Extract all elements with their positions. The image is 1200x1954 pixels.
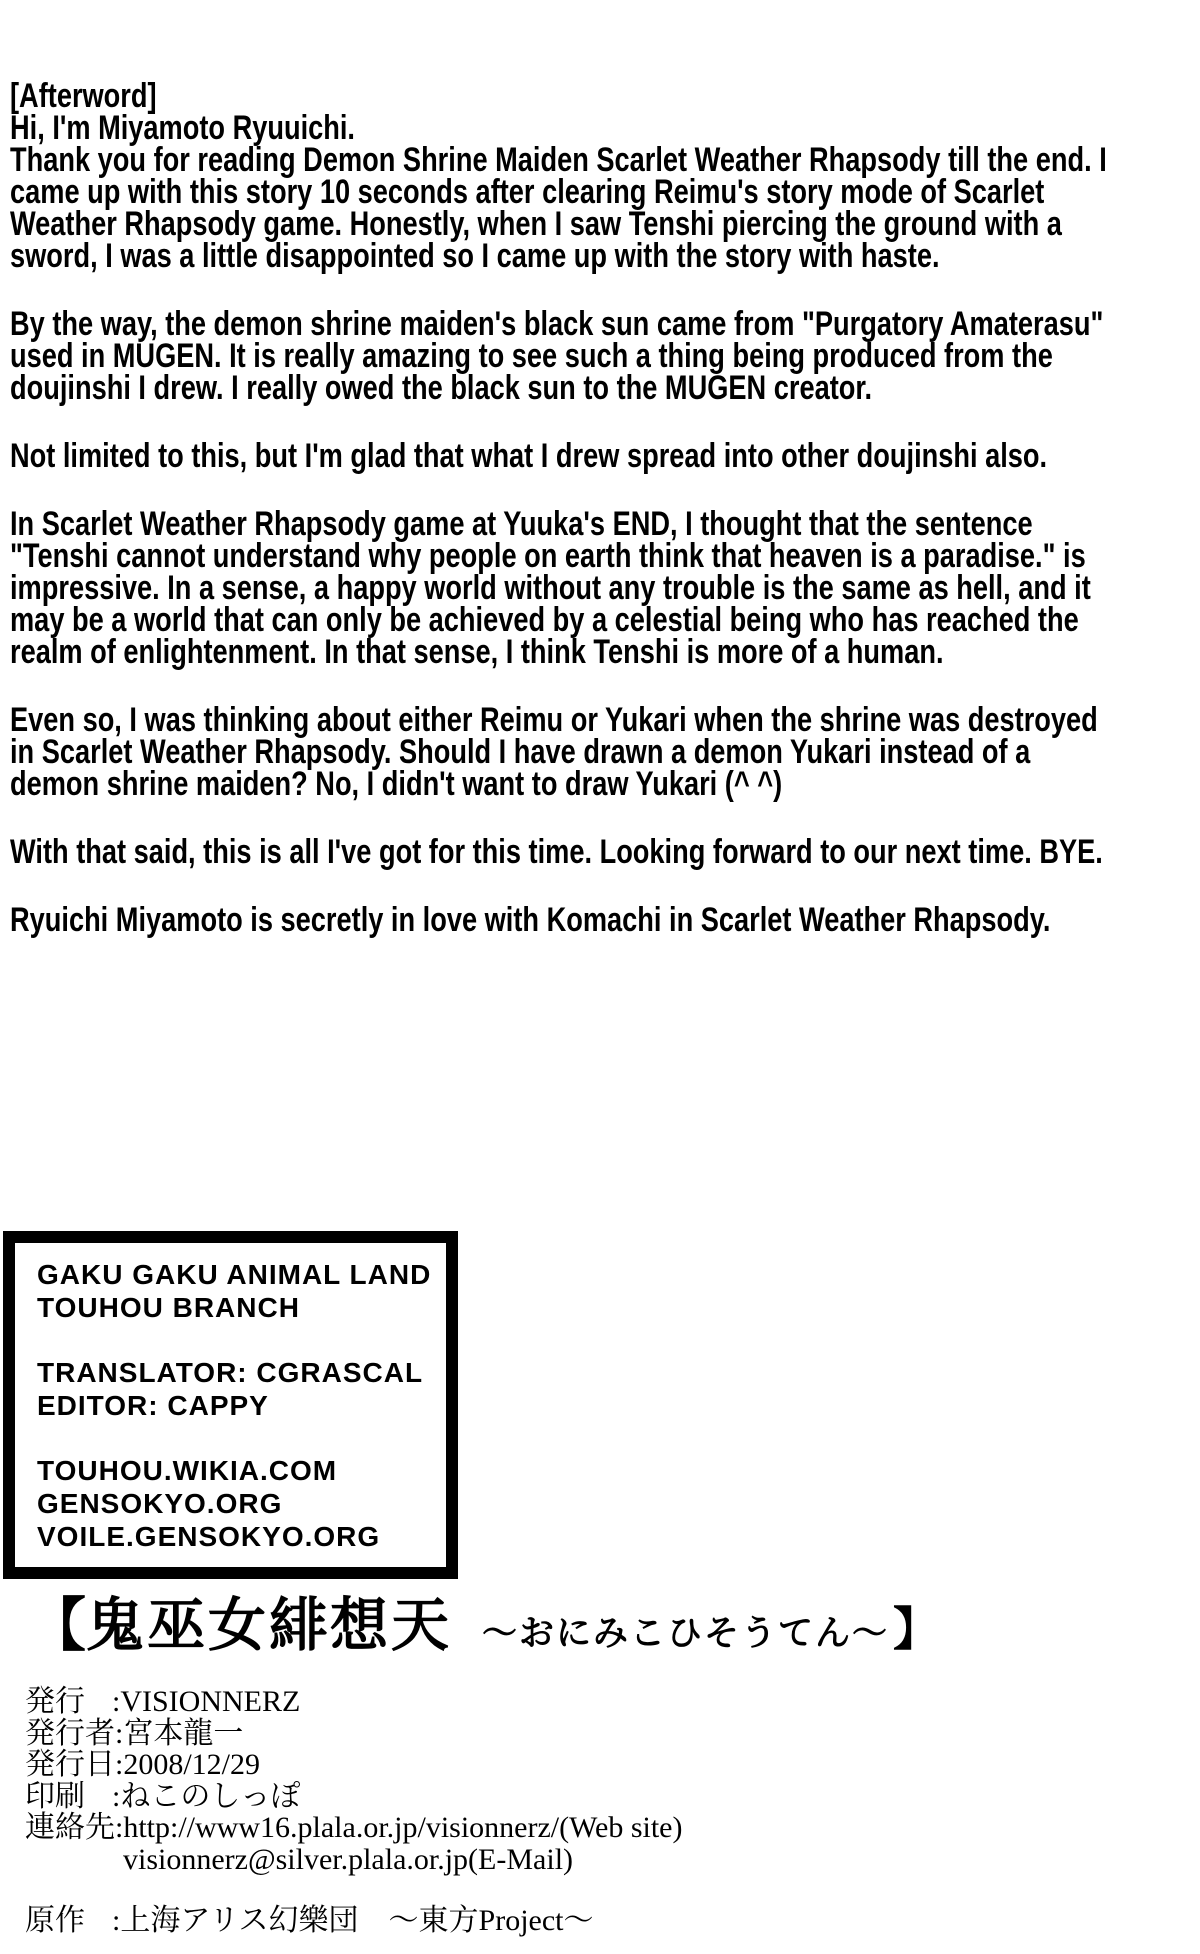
afterword-line: realm of enlightenment. In that sense, I think Tenshi is more of a human. <box>10 633 944 671</box>
afterword-line: Weather Rhapsody game. Honestly, when I saw Tenshi piercing the ground with a <box>10 205 1062 243</box>
publication-row <box>25 1812 683 1844</box>
publication-label: 発行者 <box>25 1716 115 1750</box>
afterword-paragraph <box>10 833 1194 871</box>
publication-colon: : <box>112 1779 121 1813</box>
publication-row <box>25 1686 683 1718</box>
credit-box-group <box>37 1454 438 1553</box>
publication-colon: : <box>112 1685 121 1718</box>
afterword-line: used in MUGEN. It is really amazing to see such a thing being produced from the <box>10 337 1053 375</box>
afterword-line: In Scarlet Weather Rhapsody game at Yuuka's END, I thought that the sentence <box>10 505 1033 543</box>
afterword-line: in Scarlet Weather Rhapsody. Should I have drawn a demon Yukari instead of a <box>10 733 1031 771</box>
afterword-line: demon shrine maiden? No, I didn't want to draw Yukari (^ ^) <box>10 765 783 803</box>
afterword-line: doujinshi I drew. I really owed the black sun to the MUGEN creator. <box>10 369 873 407</box>
afterword-line: Thank you for reading Demon Shrine Maiden Scarlet Weather Rhapsody till the end. I <box>10 141 1107 179</box>
publication-colon: : <box>115 1716 124 1750</box>
afterword-line: "Tenshi cannot understand why people on earth think that heaven is a paradise." is <box>10 537 1086 575</box>
title-reading: ～おにみこひそうてん～ <box>482 1613 890 1654</box>
afterword-line: By the way, the demon shrine maiden's black sun came from "Purgatory Amaterasu" <box>10 305 1104 343</box>
afterword-line: With that said, this is all I've got for this time. Looking forward to our next time. BYE. <box>10 833 1103 871</box>
credit-box-group <box>37 1258 438 1324</box>
credit-box-line: TRANSLATOR: CGRASCAL <box>37 1357 424 1388</box>
publication-info <box>25 1686 683 1937</box>
title-open-bracket: 【 <box>28 1591 87 1659</box>
afterword-text <box>10 77 1194 939</box>
title-close-bracket: 】 <box>893 1602 940 1656</box>
publication-label: 印刷 <box>25 1779 85 1813</box>
publication-value: http://www16.plala.or.jp/visionnerz/(Web site) <box>123 1811 683 1844</box>
publication-value: visionnerz@silver.plala.or.jp(E-Mail) <box>123 1842 574 1876</box>
title-kanji: 鬼巫女緋想天 <box>86 1591 453 1659</box>
afterword-paragraph <box>10 901 1194 939</box>
credit-box-line: GENSOKYO.ORG <box>37 1488 283 1519</box>
afterword-line: Ryuichi Miyamoto is secretly in love with Komachi in Scarlet Weather Rhapsody. <box>10 901 1051 939</box>
publication-value: VISIONNERZ <box>120 1685 301 1718</box>
publication-colon: : <box>112 1904 121 1937</box>
afterword-paragraph <box>10 77 1194 275</box>
publication-colon: : <box>115 1748 124 1781</box>
afterword-line: sword, I was a little disappointed so I came up with the story with haste. <box>10 237 940 275</box>
book-title <box>28 1578 939 1662</box>
credit-box-line: GAKU GAKU ANIMAL LAND <box>37 1259 432 1290</box>
publication-row <box>25 1718 683 1750</box>
afterword-paragraph <box>10 505 1194 671</box>
publication-row <box>25 1749 683 1781</box>
credit-box-line: TOUHOU.WIKIA.COM <box>37 1455 338 1486</box>
afterword-line: impressive. In a sense, a happy world without any trouble is the same as hell, and it <box>10 569 1091 607</box>
publication-value: 上海アリス幻樂団 ～東方Project～ <box>120 1904 594 1937</box>
afterword-line: may be a world that can only be achieved by a celestial being who has reached the <box>10 601 1079 639</box>
credit-box-group <box>37 1356 438 1422</box>
translation-credit-box <box>3 1231 458 1579</box>
afterword-line: Not limited to this, but I'm glad that what I drew spread into other doujinshi also. <box>10 437 1048 475</box>
publication-label: 発行 <box>25 1685 85 1718</box>
afterword-line: came up with this story 10 seconds after clearing Reimu's story mode of Scarlet <box>10 173 1045 211</box>
publication-row <box>25 1781 683 1813</box>
publication-value: ねこのしっぽ <box>120 1779 301 1813</box>
publication-label: 発行日 <box>25 1748 115 1781</box>
publication-label: 連絡先 <box>25 1811 115 1844</box>
publication-label: 原作 <box>25 1904 85 1937</box>
publication-value: 宮本龍一 <box>123 1716 244 1750</box>
publication-row <box>25 1844 683 1876</box>
afterword-paragraph <box>10 437 1194 475</box>
afterword-line: Hi, I'm Miyamoto Ryuuichi. <box>10 109 355 147</box>
afterword-paragraph <box>10 305 1194 407</box>
afterword-line: Even so, I was thinking about either Reimu or Yukari when the shrine was destroyed <box>10 701 1098 739</box>
credit-box-line: EDITOR: CAPPY <box>37 1390 269 1421</box>
credit-box-line: TOUHOU BRANCH <box>37 1292 300 1323</box>
afterword-paragraph <box>10 701 1194 803</box>
publication-value: 2008/12/29 <box>123 1748 261 1781</box>
credit-box-line: VOILE.GENSOKYO.ORG <box>37 1521 381 1552</box>
publication-row <box>25 1905 683 1937</box>
afterword-line: [Afterword] <box>10 77 157 115</box>
publication-colon: : <box>115 1811 124 1844</box>
